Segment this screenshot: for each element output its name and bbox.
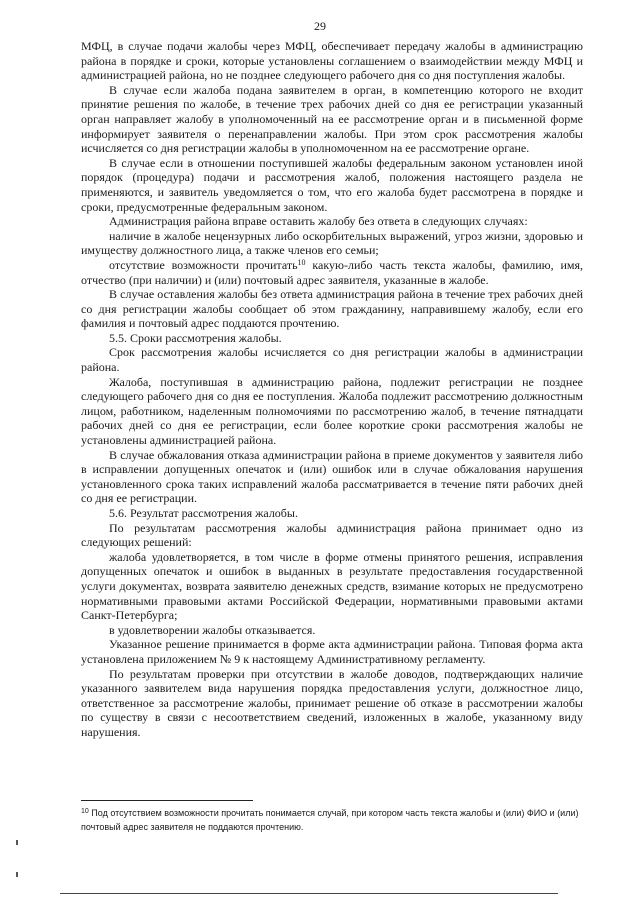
footnote-reference: 10 (297, 257, 306, 267)
scan-margin-mark (16, 840, 18, 845)
footnote-mark: 10 (81, 808, 89, 815)
paragraph-decision-refused: в удовлетворении жалобы отказывается. (109, 622, 316, 637)
document-body (81, 39, 583, 740)
paragraph-obscene-language: наличие в жалобе нецензурных либо оскорбительных выражений, угроз жизни, здоровью и имуществу должностного лица, а также членов его семьи; (81, 228, 583, 258)
paragraph-notify-citizen: В случае оставления жалобы без ответа администрация района в течение трех рабочих дней со дня регистрации жалобы сообщает об этом гражданину, направившему жалобу, если его фамилия и почтовый адрес поддаются прочтению. (81, 287, 583, 331)
paragraph-unreadable (81, 258, 583, 287)
scan-margin-mark (16, 872, 18, 877)
paragraph-federal-law: В случае если в отношении поступившей жалобы федеральным законом установлен иной порядок (процедура) подачи и рассмотрения жалоб, положения настоящего раздела не применяются, и заявитель уведомляется о том, что его жалоба будет рассмотрена в порядке и сроки, предусмотренные федеральным законом. (81, 155, 583, 214)
paragraph-term-start: Срок рассмотрения жалобы исчисляется со дня регистрации жалобы в администрации района. (81, 345, 583, 375)
section-heading-5-6: 5.6. Результат рассмотрения жалобы. (109, 506, 298, 520)
paragraph-registration-term: Жалоба, поступившая в администрацию района, подлежит регистрации не позднее следующего рабочего дня со дня ее поступления. Жалоба подлежит рассмотрению должностным лицом, работником, наделенным полномочиями по рассмотрению жалоб, в течение пятнадцати рабочих дней со дня ее регистрации, если более короткие сроки рассмотрения жалобы не установлены администрацией района. (81, 374, 583, 448)
footnote-separator (81, 800, 253, 801)
paragraph-decisions-intro: По результатам рассмотрения жалобы администрация района принимает одно из следующих решений: (81, 520, 583, 550)
footnote (81, 806, 583, 834)
unreadable-text-end: какую-либо часть текста жалобы, фамилию, имя, отчество (при наличии) и (или) почтовый адрес заявителя, указанные в жалобе. (81, 257, 583, 287)
paragraph-mfc-transfer: МФЦ, в случае подачи жалобы через МФЦ, обеспечивает передачу жалобы в администрацию района в порядке и сроки, которые установлены соглашением о взаимодействии между МФЦ и администрацией района, но не позднее следующего рабочего дня со дня поступления жалобы. (81, 39, 583, 83)
unreadable-text-start: отсутствие возможности прочитать (109, 257, 298, 272)
paragraph-no-answer-cases: Администрация района вправе оставить жалобу без ответа в следующих случаях: (109, 214, 528, 229)
section-heading-5-5: 5.5. Сроки рассмотрения жалобы. (109, 330, 282, 345)
paragraph-refusal-on-merits: По результатам проверки при отсутствии в жалобе доводов, подтверждающих наличие указанного заявителем вида нарушения порядка предоставления услуги, должностное лицо, ответственное за рассмотрение жалобы, принимает решение об отказе в рассмотрении жалобы по существу в связи с несоответствием сведений, изложенных в жалобе, указанному виду нарушения. (81, 666, 583, 739)
footnote-text: Под отсутствием возможности прочитать понимается случай, при котором часть текста жалобы и (или) ФИО и (или) почтовый адрес заявителя не поддаются прочтению. (81, 808, 579, 832)
paragraph-wrong-organ: В случае если жалоба подана заявителем в орган, в компетенцию которого не входит принятие решения по жалобе, в течение трех рабочих дней со дня ее регистрации указанный орган направляет жалобу в уполномоченный на ее рассмотрение орган и в письменной форме информирует заявителя о перенаправлении жалобы. При этом срок рассмотрения жалобы исчисляется со дня регистрации жалобы в уполномоченном на ее рассмотрение органе. (81, 82, 583, 156)
paragraph-refusal-appeal-term: В случае обжалования отказа администрации района в приеме документов у заявителя либо в исправлении допущенных опечаток и (или) ошибок или в случае обжалования нарушения установленного срока таких исправлений жалоба рассматривается в течение пяти рабочих дней со дня ее регистрации. (81, 447, 583, 506)
scan-bottom-edge (60, 893, 558, 894)
paragraph-decision-form: Указанное решение принимается в форме акта администрации района. Типовая форма акта установлена приложением № 9 к настоящему Административному регламенту. (81, 637, 583, 666)
page-number: 29 (314, 19, 326, 33)
paragraph-decision-satisfied: жалоба удовлетворяется, в том числе в форме отмены принятого решения, исправления допущенных опечаток и ошибок в выданных в результате предоставления государственной услуги документах, возврата заявителю денежных средств, взимание которых не предусмотрено нормативными правовыми актами Российской Федерации, нормативными правовыми актами Санкт-Петербурга; (81, 549, 583, 623)
